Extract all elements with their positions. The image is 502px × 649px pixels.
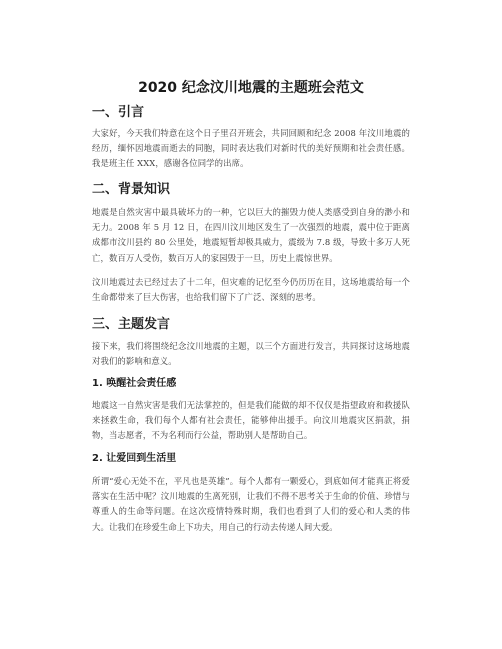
- section-heading-introduction: 一、引言: [92, 105, 145, 120]
- section-paragraph-background-2: 汶川地震过去已经过去了十二年，但灾难的记忆至今仍历历在目，这场地震给每一个生命都带来了巨大伤害，也给我们留下了广泛、深刻的思考。: [92, 277, 410, 303]
- subsection-paragraph-social-responsibility: 地震这一自然灾害是我们无法掌控的，但是我们能做的却不仅仅是指望政府和救援队来拯救生命，我们每个人都有社会责任，能够伸出援手。向汶川地震灾区捐款，捐物，当志愿者，不为名利而行公益，帮助别人是帮助自己。: [92, 400, 410, 441]
- section-paragraph-speeches-intro: 接下来，我们将围绕纪念汶川地震的主题，以三个方面进行发言，共同探讨这场地震对我们的影响和意义。: [92, 341, 410, 367]
- subsection-heading-love-in-life: 2. 让爱回到生活里: [92, 453, 177, 464]
- document-title: 2020 纪念汶川地震的主题班会范文: [138, 80, 364, 96]
- section-paragraph-background-1: 地震是自然灾害中最具破坏力的一种，它以巨大的摧毁力使人类感受到自身的渺小和无力。2008 年 5 月 12 日，在四川汶川地区发生了一次强烈的地震，震中位于距离成都市汶川县约 80 公里处，地震短暂却极具威力，震级为 7.8 级，导致十多万人死亡，数百万人受伤，数百万人的家园毁于一旦，历史上震惊世界。: [92, 207, 410, 263]
- subsection-paragraph-love-in-life: 所谓“爱心无处不在，平凡也是英雄”。每个人都有一颗爱心，到底如何才能真正将爱落实在生活中呢？汶川地震的生离死别，让我们不得不思考关于生命的价值、珍惜与尊重人的生命等问题。在这次疫情特殊时期，我们也看到了人们的爱心和人类的伟大。让我们在珍爱生命上下功夫，用自己的行动去传递人间大爱。: [92, 476, 410, 532]
- subsection-heading-social-responsibility: 1. 唤醒社会责任感: [92, 378, 177, 389]
- section-heading-speeches: 三、主题发言: [92, 317, 171, 332]
- section-paragraph-introduction: 大家好，今天我们特意在这个日子里召开班会，共同回顾和纪念 2008 年汶川地震的经历，缅怀因地震而逝去的同胞，同时表达我们对新时代的美好预期和社会责任感。我是班主任 XXX，感谢各位同学的出席。: [92, 128, 410, 169]
- section-heading-background: 二、背景知识: [92, 182, 171, 197]
